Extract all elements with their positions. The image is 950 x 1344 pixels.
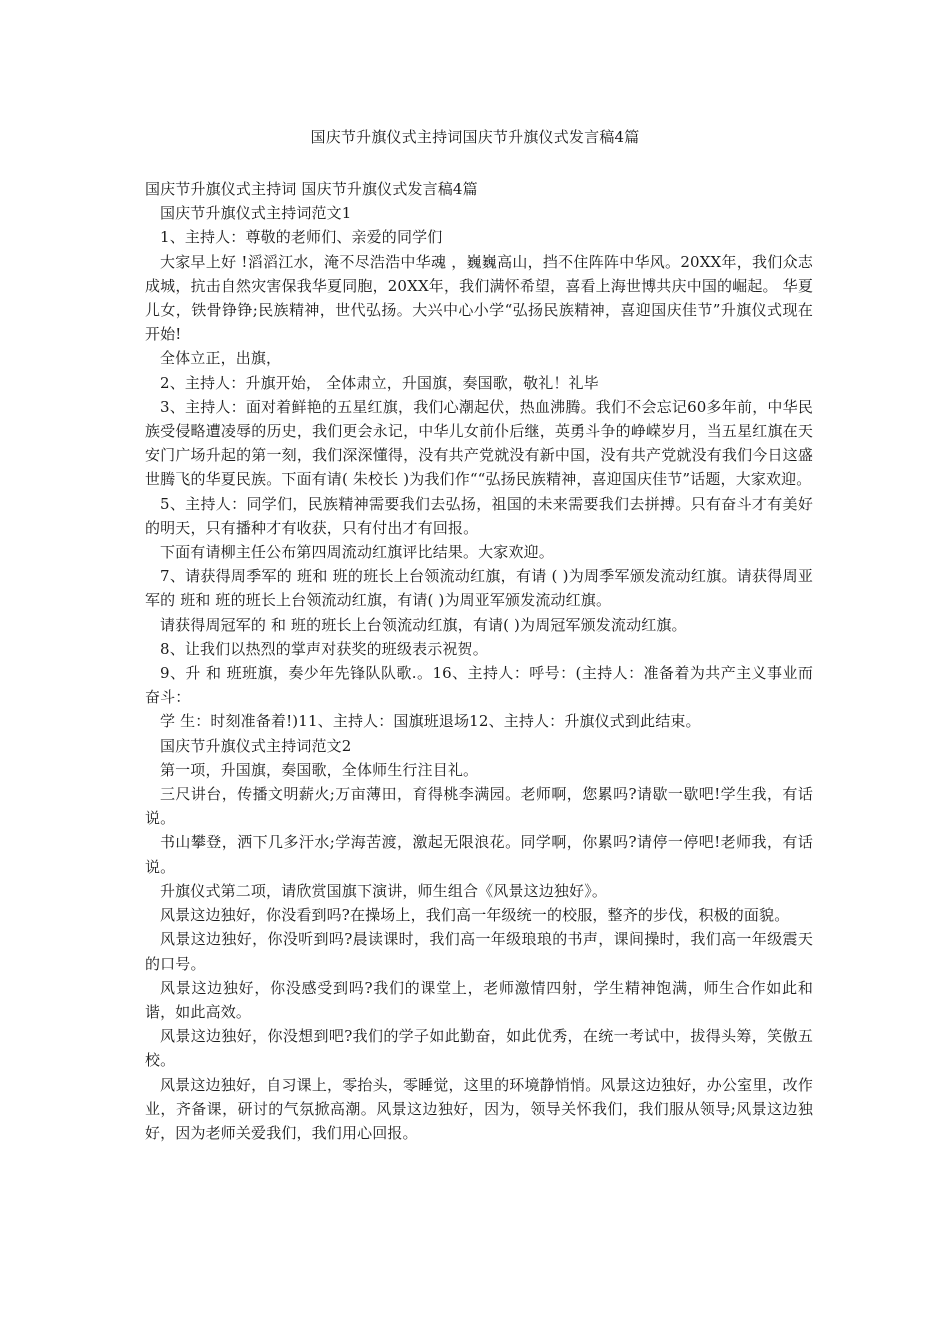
paragraph: 风景这边独好，自习课上，零抬头，零睡觉，这里的环境静悄悄。风景这边独好，办公室里，改作业，齐备课，研讨的气氛掀高潮。风景这边独好，因为，领导关怀我们，我们服从领导;风景这边独好，因为老师关爱我们，我们用心回报。 — [145, 1075, 813, 1142]
paragraph: 3、主持人：面对着鲜艳的五星红旗，我们心潮起伏，热血沸腾。我们不会忘记60多年前，中华民族受侵略遭凌辱的历史，我们更会永记，中华儿女前仆后继，英勇斗争的峥嵘岁月，当五星红旗在天安门广场升起的第一刻，我们深深懂得，没有共产党就没有新中国，没有共产党就没有我们今日这盛世腾飞的华夏民族。下面有请( 朱校长 )为我们作““弘扬民族精神，喜迎国庆佳节”话题，大家欢迎。 — [145, 397, 813, 489]
subtitle-line: 国庆节升旗仪式主持词 国庆节升旗仪式发言稿4篇 — [145, 180, 478, 198]
paragraph: 书山攀登，洒下几多汗水;学海苦渡，激起无限浪花。同学啊，你累吗?请停一停吧!老师我，有话说。 — [145, 833, 813, 876]
paragraph: 8、让我们以热烈的掌声对获奖的班级表示祝贺。 — [160, 639, 488, 658]
paragraph: 风景这边独好，你没想到吧?我们的学子如此勤奋，如此优秀，在统一考试中，拔得头筹，笑傲五校。 — [145, 1027, 813, 1070]
paragraph: 第一项，升国旗，奏国歌，全体师生行注目礼。 — [160, 760, 479, 779]
section-heading: 国庆节升旗仪式主持词范文2 — [160, 736, 352, 755]
paragraph: 全体立正，出旗， — [160, 349, 282, 368]
paragraph: 风景这边独好，你没听到吗?晨读课时，我们高一年级琅琅的书声，课间操时，我们高一年级震天的口号。 — [145, 930, 813, 973]
paragraph: 5、主持人：同学们，民族精神需要我们去弘扬，祖国的未来需要我们去拼搏。只有奋斗才有美好的明天，只有播种才有收获，只有付出才有回报。 — [145, 494, 813, 537]
section-heading: 国庆节升旗仪式主持词范文1 — [160, 204, 352, 223]
paragraph: 风景这边独好，你没看到吗?在操场上，我们高一年级统一的校服，整齐的步伐，积极的面貌。 — [160, 906, 790, 925]
paragraph: 1、主持人：尊敬的老师们、亲爱的同学们 — [160, 228, 443, 247]
paragraph: 升旗仪式第二项，请欣赏国旗下演讲，师生组合《风景这边独好》。 — [160, 881, 608, 900]
document-body — [145, 177, 813, 1145]
paragraph: 下面有请柳主任公布第四周流动红旗评比结果。大家欢迎。 — [160, 543, 554, 562]
document-title: 国庆节升旗仪式主持词国庆节升旗仪式发言稿4篇 — [310, 128, 640, 146]
paragraph: 请获得周冠军的 和 班的班长上台领流动红旗，有请( )为周冠军颁发流动红旗。 — [160, 615, 687, 634]
paragraph: 学 生：时刻准备着!)11、主持人：国旗班退场12、主持人：升旗仪式到此结束。 — [160, 712, 701, 731]
paragraph: 2、主持人：升旗开始， 全体肃立，升国旗，奏国歌，敬礼！礼毕 — [160, 373, 599, 392]
paragraph: 三尺讲台，传播文明薪火;万亩薄田，育得桃李满园。老师啊，您累吗?请歇一歇吧!学生我，有话说。 — [145, 785, 813, 828]
paragraph: 9、升 和 班班旗，奏少年先锋队队歌.。16、主持人：呼号：(主持人：准备着为共产主义事业而奋斗： — [145, 664, 813, 707]
paragraph: 风景这边独好，你没感受到吗?我们的课堂上，老师激情四射，学生精神饱满，师生合作如此和谐，如此高效。 — [145, 978, 813, 1021]
paragraph: 7、请获得周季军的 班和 班的班长上台领流动红旗，有请 ( )为周季军颁发流动红旗。请获得周亚军的 班和 班的班长上台领流动红旗，有请( )为周亚军颁发流动红旗。 — [145, 567, 813, 610]
paragraph: 大家早上好 !滔滔江水，淹不尽浩浩中华魂 ，巍巍高山，挡不住阵阵中华风。20XX年，我们众志成城，抗击自然灾害保我华夏同胞，20XX年，我们满怀希望，喜看上海世博共庆中国的崛起。 华夏儿女，铁骨铮铮;民族精神，世代弘扬。大兴中心小学“弘扬民族精神，喜迎国庆佳节”升旗仪式现在开始! — [145, 252, 813, 344]
